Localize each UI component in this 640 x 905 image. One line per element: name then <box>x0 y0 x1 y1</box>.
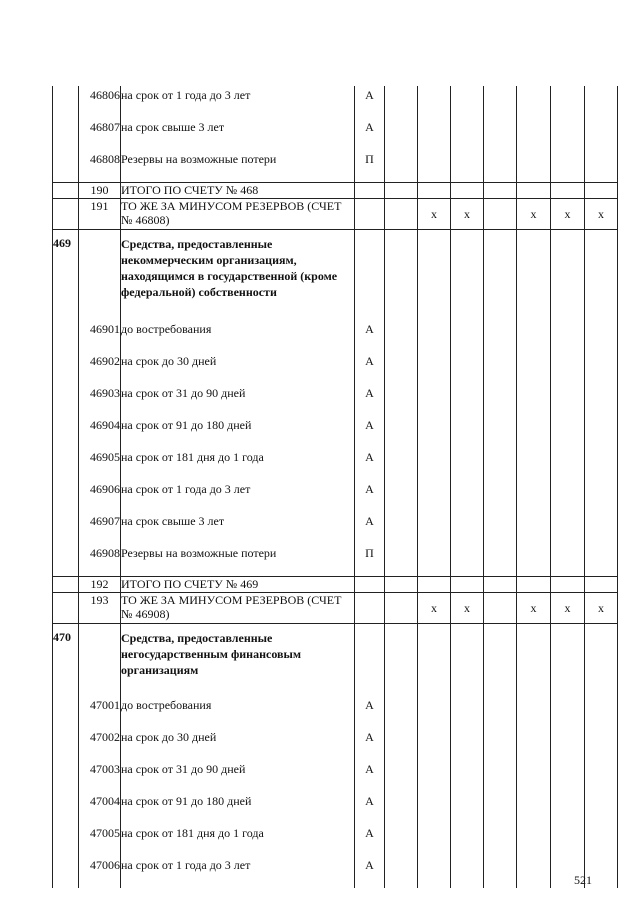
table-row <box>53 856 618 888</box>
value-cell <box>585 150 618 183</box>
row-code: 193 <box>79 593 121 624</box>
value-cell <box>418 320 451 352</box>
value-cell <box>484 544 517 577</box>
value-cell <box>551 624 585 697</box>
value-cell <box>484 593 517 624</box>
row-name: на срок свыше 3 лет <box>121 118 355 150</box>
value-cell <box>418 118 451 150</box>
value-cell <box>451 544 484 577</box>
value-cell <box>585 183 618 199</box>
value-cell <box>385 352 418 384</box>
row-name: Резервы на возможные потери <box>121 544 355 577</box>
empty-cell <box>355 624 385 697</box>
value-cell <box>451 118 484 150</box>
value-cell <box>517 696 551 728</box>
value-cell <box>418 230 451 321</box>
value-cell <box>517 824 551 856</box>
row-type: А <box>355 512 385 544</box>
row-name: на срок от 1 года до 3 лет <box>121 856 355 888</box>
row-type: А <box>355 352 385 384</box>
value-cell <box>418 416 451 448</box>
value-cell <box>484 384 517 416</box>
value-cell <box>551 480 585 512</box>
row-name: на срок от 31 до 90 дней <box>121 760 355 792</box>
value-cell <box>418 856 451 888</box>
value-cell <box>451 624 484 697</box>
value-cell <box>551 824 585 856</box>
value-cell <box>517 760 551 792</box>
value-cell <box>484 856 517 888</box>
row-code: 46908 <box>79 544 121 577</box>
value-cell <box>551 230 585 321</box>
table-row <box>53 480 618 512</box>
value-cell <box>517 512 551 544</box>
value-cell <box>385 792 418 824</box>
table-row <box>53 728 618 760</box>
value-cell <box>484 448 517 480</box>
value-cell <box>551 183 585 199</box>
empty-cell <box>53 544 79 577</box>
value-cell <box>385 544 418 577</box>
x-mark: x <box>418 199 451 230</box>
row-code: 46806 <box>79 86 121 118</box>
x-mark: x <box>551 199 585 230</box>
net-of-reserves-row <box>53 593 618 624</box>
row-type <box>355 199 385 230</box>
value-cell <box>517 352 551 384</box>
row-code: 46807 <box>79 118 121 150</box>
value-cell <box>551 384 585 416</box>
row-code: 46902 <box>79 352 121 384</box>
value-cell <box>385 480 418 512</box>
value-cell <box>385 230 418 321</box>
value-cell <box>517 118 551 150</box>
value-cell <box>418 150 451 183</box>
empty-cell <box>53 577 79 593</box>
account-title: Средства, предоставленные негосударственным финансовым организациям <box>121 624 355 697</box>
row-name: ИТОГО ПО СЧЕТУ № 468 <box>121 183 355 199</box>
row-name: на срок от 1 года до 3 лет <box>121 480 355 512</box>
empty-cell <box>53 150 79 183</box>
value-cell <box>517 624 551 697</box>
chart-of-accounts-table <box>52 86 618 888</box>
value-cell <box>585 696 618 728</box>
row-code: 47002 <box>79 728 121 760</box>
empty-cell <box>53 512 79 544</box>
empty-cell <box>53 183 79 199</box>
empty-cell <box>355 230 385 321</box>
value-cell <box>484 624 517 697</box>
net-of-reserves-row <box>53 199 618 230</box>
row-code: 46905 <box>79 448 121 480</box>
empty-cell <box>53 416 79 448</box>
value-cell <box>517 86 551 118</box>
x-mark: x <box>451 199 484 230</box>
row-code: 46903 <box>79 384 121 416</box>
table-row <box>53 512 618 544</box>
value-cell <box>484 118 517 150</box>
row-code: 46907 <box>79 512 121 544</box>
value-cell <box>385 150 418 183</box>
table-row <box>53 544 618 577</box>
row-type: А <box>355 760 385 792</box>
table-row <box>53 118 618 150</box>
value-cell <box>385 593 418 624</box>
value-cell <box>517 544 551 577</box>
x-mark: x <box>551 593 585 624</box>
value-cell <box>484 86 517 118</box>
value-cell <box>418 448 451 480</box>
empty-cell <box>53 320 79 352</box>
row-type: А <box>355 448 385 480</box>
value-cell <box>385 856 418 888</box>
value-cell <box>484 199 517 230</box>
value-cell <box>551 544 585 577</box>
table-row <box>53 824 618 856</box>
value-cell <box>484 320 517 352</box>
empty-cell <box>53 824 79 856</box>
value-cell <box>451 577 484 593</box>
empty-cell <box>53 480 79 512</box>
row-type: А <box>355 384 385 416</box>
value-cell <box>451 792 484 824</box>
value-cell <box>484 728 517 760</box>
value-cell <box>451 856 484 888</box>
row-name: на срок от 91 до 180 дней <box>121 416 355 448</box>
value-cell <box>418 824 451 856</box>
row-name: до востребования <box>121 696 355 728</box>
row-code: 47005 <box>79 824 121 856</box>
row-name: ТО ЖЕ ЗА МИНУСОМ РЕЗЕРВОВ (СЧЕТ № 46908) <box>121 593 355 624</box>
row-type <box>355 577 385 593</box>
total-row <box>53 577 618 593</box>
value-cell <box>385 384 418 416</box>
value-cell <box>451 696 484 728</box>
value-cell <box>418 86 451 118</box>
value-cell <box>517 230 551 321</box>
value-cell <box>517 728 551 760</box>
row-name: на срок до 30 дней <box>121 352 355 384</box>
value-cell <box>418 760 451 792</box>
row-code: 47003 <box>79 760 121 792</box>
value-cell <box>585 320 618 352</box>
empty-cell <box>79 624 121 697</box>
row-name: на срок от 1 года до 3 лет <box>121 86 355 118</box>
x-mark: x <box>585 199 618 230</box>
table-row <box>53 696 618 728</box>
row-type: П <box>355 544 385 577</box>
value-cell <box>451 352 484 384</box>
value-cell <box>585 416 618 448</box>
row-type: А <box>355 696 385 728</box>
row-type <box>355 593 385 624</box>
empty-cell <box>53 856 79 888</box>
value-cell <box>451 150 484 183</box>
value-cell <box>451 230 484 321</box>
value-cell <box>484 792 517 824</box>
value-cell <box>551 760 585 792</box>
value-cell <box>418 577 451 593</box>
value-cell <box>484 183 517 199</box>
table-row <box>53 86 618 118</box>
account-title: Средства, предоставленные некоммерческим организациям, находящимся в государственной (кроме федеральной) собственности <box>121 230 355 321</box>
table-row <box>53 760 618 792</box>
value-cell <box>517 792 551 824</box>
table-row <box>53 792 618 824</box>
value-cell <box>585 760 618 792</box>
empty-cell <box>53 448 79 480</box>
row-type: А <box>355 728 385 760</box>
value-cell <box>385 448 418 480</box>
value-cell <box>385 118 418 150</box>
row-type: А <box>355 86 385 118</box>
value-cell <box>585 352 618 384</box>
row-type <box>355 183 385 199</box>
value-cell <box>451 512 484 544</box>
value-cell <box>551 352 585 384</box>
value-cell <box>451 480 484 512</box>
empty-cell <box>53 118 79 150</box>
value-cell <box>385 416 418 448</box>
row-name: на срок до 30 дней <box>121 728 355 760</box>
value-cell <box>551 696 585 728</box>
row-code: 46906 <box>79 480 121 512</box>
value-cell <box>585 480 618 512</box>
value-cell <box>451 824 484 856</box>
row-code: 47006 <box>79 856 121 888</box>
row-name: на срок от 181 дня до 1 года <box>121 824 355 856</box>
empty-cell <box>53 86 79 118</box>
value-cell <box>551 150 585 183</box>
table-row <box>53 384 618 416</box>
row-type: П <box>355 150 385 183</box>
row-type: А <box>355 416 385 448</box>
value-cell <box>517 480 551 512</box>
value-cell <box>451 416 484 448</box>
value-cell <box>418 384 451 416</box>
value-cell <box>585 448 618 480</box>
value-cell <box>484 416 517 448</box>
account-number: 470 <box>53 624 79 697</box>
value-cell <box>517 150 551 183</box>
value-cell <box>385 824 418 856</box>
value-cell <box>517 183 551 199</box>
table-row <box>53 320 618 352</box>
table-row <box>53 150 618 183</box>
row-code: 47004 <box>79 792 121 824</box>
value-cell <box>451 384 484 416</box>
value-cell <box>418 183 451 199</box>
empty-cell <box>53 384 79 416</box>
value-cell <box>551 448 585 480</box>
row-code: 190 <box>79 183 121 199</box>
row-code: 191 <box>79 199 121 230</box>
value-cell <box>385 320 418 352</box>
row-name: на срок свыше 3 лет <box>121 512 355 544</box>
value-cell <box>385 183 418 199</box>
value-cell <box>484 352 517 384</box>
row-type: А <box>355 320 385 352</box>
value-cell <box>484 230 517 321</box>
table-row <box>53 416 618 448</box>
value-cell <box>385 696 418 728</box>
value-cell <box>418 792 451 824</box>
table-row <box>53 448 618 480</box>
row-name: Резервы на возможные потери <box>121 150 355 183</box>
empty-cell <box>53 792 79 824</box>
value-cell <box>585 544 618 577</box>
value-cell <box>418 696 451 728</box>
value-cell <box>517 577 551 593</box>
value-cell <box>551 728 585 760</box>
page-number: 521 <box>574 873 592 887</box>
value-cell <box>551 118 585 150</box>
value-cell <box>551 416 585 448</box>
value-cell <box>585 230 618 321</box>
empty-cell <box>53 760 79 792</box>
row-type: А <box>355 118 385 150</box>
value-cell <box>585 577 618 593</box>
value-cell <box>585 384 618 416</box>
x-mark: x <box>418 593 451 624</box>
row-type: А <box>355 792 385 824</box>
value-cell <box>385 512 418 544</box>
x-mark: x <box>517 199 551 230</box>
row-name: на срок от 181 дня до 1 года <box>121 448 355 480</box>
value-cell <box>418 512 451 544</box>
value-cell <box>551 577 585 593</box>
row-code: 46808 <box>79 150 121 183</box>
value-cell <box>484 760 517 792</box>
x-mark: x <box>585 593 618 624</box>
account-heading-row <box>53 230 618 321</box>
value-cell <box>418 544 451 577</box>
value-cell <box>517 384 551 416</box>
row-name: на срок от 91 до 180 дней <box>121 792 355 824</box>
empty-cell <box>79 230 121 321</box>
row-code: 47001 <box>79 696 121 728</box>
value-cell <box>451 183 484 199</box>
value-cell <box>385 728 418 760</box>
value-cell <box>585 792 618 824</box>
x-mark: x <box>451 593 484 624</box>
row-type: А <box>355 856 385 888</box>
value-cell <box>551 512 585 544</box>
row-type: А <box>355 824 385 856</box>
row-name: до востребования <box>121 320 355 352</box>
value-cell <box>418 728 451 760</box>
empty-cell <box>53 593 79 624</box>
value-cell <box>585 512 618 544</box>
value-cell <box>418 480 451 512</box>
account-number: 469 <box>53 230 79 321</box>
row-code: 192 <box>79 577 121 593</box>
value-cell <box>451 760 484 792</box>
row-name: ТО ЖЕ ЗА МИНУСОМ РЕЗЕРВОВ (СЧЕТ № 46808) <box>121 199 355 230</box>
value-cell <box>451 448 484 480</box>
value-cell <box>585 728 618 760</box>
value-cell <box>517 320 551 352</box>
value-cell <box>385 577 418 593</box>
empty-cell <box>53 728 79 760</box>
row-name: ИТОГО ПО СЧЕТУ № 469 <box>121 577 355 593</box>
value-cell <box>385 760 418 792</box>
value-cell <box>451 728 484 760</box>
value-cell <box>484 696 517 728</box>
value-cell <box>484 512 517 544</box>
value-cell <box>551 320 585 352</box>
value-cell <box>484 577 517 593</box>
value-cell <box>517 856 551 888</box>
value-cell <box>385 624 418 697</box>
value-cell <box>585 624 618 697</box>
value-cell <box>451 86 484 118</box>
value-cell <box>585 118 618 150</box>
value-cell <box>418 352 451 384</box>
value-cell <box>484 480 517 512</box>
account-heading-row <box>53 624 618 697</box>
value-cell <box>385 199 418 230</box>
row-name: на срок от 31 до 90 дней <box>121 384 355 416</box>
x-mark: x <box>517 593 551 624</box>
value-cell <box>484 150 517 183</box>
empty-cell <box>53 696 79 728</box>
value-cell <box>418 624 451 697</box>
value-cell <box>585 824 618 856</box>
table-body <box>53 86 618 888</box>
empty-cell <box>53 352 79 384</box>
value-cell <box>484 824 517 856</box>
row-type: А <box>355 480 385 512</box>
value-cell <box>517 448 551 480</box>
value-cell <box>385 86 418 118</box>
row-code: 46901 <box>79 320 121 352</box>
value-cell <box>551 86 585 118</box>
value-cell <box>517 416 551 448</box>
empty-cell <box>53 199 79 230</box>
value-cell <box>585 86 618 118</box>
table-row <box>53 352 618 384</box>
total-row <box>53 183 618 199</box>
value-cell <box>551 792 585 824</box>
row-code: 46904 <box>79 416 121 448</box>
value-cell <box>451 320 484 352</box>
